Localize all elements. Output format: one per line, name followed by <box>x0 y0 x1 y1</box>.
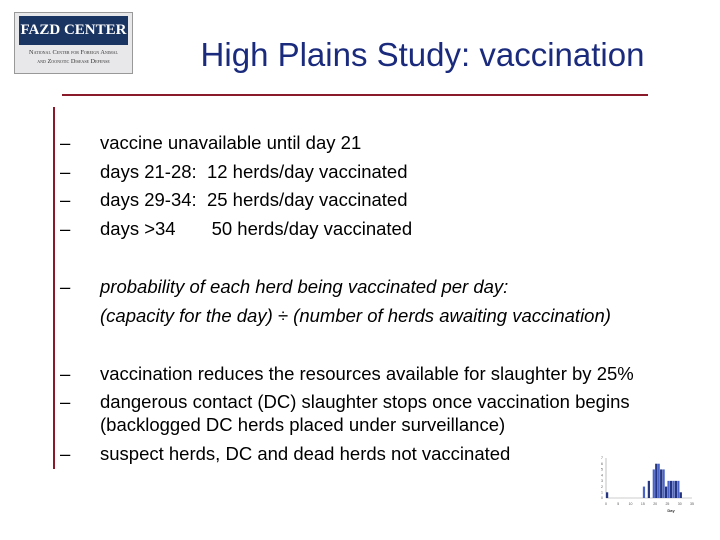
y-tick-label: 2 <box>601 484 603 489</box>
logo-name: FAZD CENTER <box>19 16 128 45</box>
y-tick-label: 7 <box>601 456 603 461</box>
logo-subtitle: National Center for Foreign Animal and Zoonotic Disease Defense <box>29 49 118 65</box>
bar <box>677 481 679 498</box>
x-tick-label: 5 <box>617 502 620 506</box>
title-divider <box>62 94 648 96</box>
y-tick-label: 1 <box>601 490 603 495</box>
y-tick-label: 3 <box>601 479 603 484</box>
x-tick-label: 10 <box>628 502 633 506</box>
bar <box>667 481 669 498</box>
x-tick-label: 20 <box>653 502 658 506</box>
vaccination-chart <box>590 450 700 520</box>
bar <box>680 492 682 498</box>
y-tick-label: 4 <box>601 473 603 478</box>
side-divider <box>53 107 55 469</box>
y-tick-label: 5 <box>601 467 603 472</box>
fazd-logo <box>14 12 133 74</box>
x-tick-label: 0 <box>605 502 607 506</box>
bar <box>606 492 608 498</box>
x-tick-label: 25 <box>665 502 670 506</box>
bar <box>663 469 665 498</box>
bar <box>658 464 660 498</box>
y-tick-label: 0 <box>601 496 603 501</box>
bar <box>670 481 672 498</box>
y-tick-label: 6 <box>601 461 603 466</box>
bar <box>660 469 662 498</box>
x-tick-label: 30 <box>677 502 682 506</box>
x-axis-label: Day <box>667 508 675 513</box>
bar <box>672 481 674 498</box>
x-tick-label: 35 <box>690 502 694 506</box>
bar <box>665 487 667 498</box>
bar <box>675 481 677 498</box>
x-tick-label: 15 <box>640 502 645 506</box>
bar <box>655 464 657 498</box>
slide-title: High Plains Study: vaccination <box>200 36 645 73</box>
bar <box>648 481 650 498</box>
bar <box>643 487 645 498</box>
bar <box>653 469 655 498</box>
